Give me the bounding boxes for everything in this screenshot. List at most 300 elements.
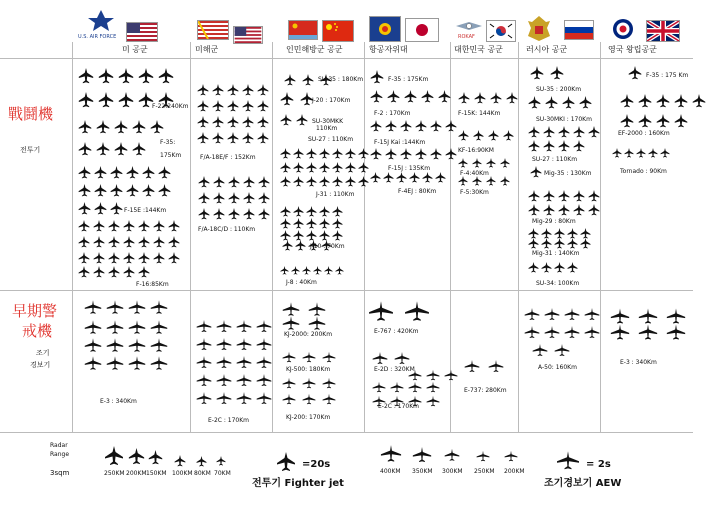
fighter-label: F-22:240Km xyxy=(152,103,189,110)
fighter-jet-icon xyxy=(458,130,469,141)
fighter-jet-icon xyxy=(243,176,255,188)
aew-aircraft-icon xyxy=(282,392,296,406)
fighter-jet-icon xyxy=(213,176,225,188)
aew-aircraft-icon xyxy=(584,324,600,340)
fighter-jet-icon xyxy=(168,220,180,232)
aew-aircraft-icon xyxy=(426,394,440,408)
fighter-jet-icon xyxy=(168,252,180,264)
column-divider xyxy=(72,42,73,432)
fighter-jet-icon xyxy=(293,176,304,187)
fighter-jet-icon xyxy=(435,172,446,183)
fighter-jet-icon xyxy=(400,120,412,132)
fighter-jet-icon xyxy=(138,68,154,84)
fighter-jet-icon xyxy=(198,208,210,220)
aew-aircraft-icon xyxy=(150,318,168,336)
fighter-jet-icon xyxy=(545,96,558,109)
aew-aircraft-icon xyxy=(556,450,580,470)
fighter-jet-icon xyxy=(158,166,171,179)
raf-roundel-icon xyxy=(612,18,634,40)
fighter-jet-icon xyxy=(280,176,291,187)
us-flag-icon xyxy=(126,22,158,42)
fighter-jet-icon xyxy=(108,220,120,232)
fighter-jet-icon xyxy=(528,190,540,202)
aew-label: E-3 : 340Km xyxy=(100,398,137,405)
fighter-jet-icon xyxy=(573,204,585,216)
fighter-jet-icon xyxy=(78,184,91,197)
fighter-jet-icon xyxy=(142,166,155,179)
fighter-jet-icon xyxy=(227,100,239,112)
fighter-label: SU-27 : 110Km xyxy=(308,136,354,143)
fighter-jet-icon xyxy=(110,184,123,197)
fighter-jet-icon xyxy=(228,192,240,204)
fighter-jet-icon xyxy=(110,202,123,215)
aew-aircraft-icon xyxy=(84,354,102,372)
legend-fighter-caption: 전투기 Fighter jet xyxy=(252,478,344,489)
fighter-label: Mig-35 : 130Km xyxy=(544,170,592,177)
aew-aircraft-icon xyxy=(308,314,326,332)
fighter-jet-icon xyxy=(123,266,135,278)
fighter-jet-icon xyxy=(313,266,322,275)
legend-aew-equals: = 2s xyxy=(586,459,611,470)
column-divider xyxy=(190,42,191,432)
fighter-jet-icon xyxy=(123,252,135,264)
column-divider xyxy=(600,42,601,432)
aew-aircraft-icon xyxy=(504,450,518,462)
fighter-jet-icon xyxy=(197,84,209,96)
aew-aircraft-icon xyxy=(216,318,232,334)
aew-label: KJ-500: 180Km xyxy=(286,366,331,373)
fighter-jet-icon xyxy=(612,148,622,158)
fighter-jet-icon xyxy=(93,220,105,232)
aew-aircraft-icon xyxy=(412,446,432,463)
aew-aircraft-icon xyxy=(216,354,232,370)
fighter-jet-icon xyxy=(78,142,92,156)
fighter-jet-icon xyxy=(332,218,343,229)
fighter-jet-icon xyxy=(430,120,442,132)
fighter-jet-icon xyxy=(319,176,330,187)
fighter-jet-icon xyxy=(638,94,652,108)
aew-aircraft-icon xyxy=(322,350,336,364)
fighter-label: F/A-18E/F : 152Km xyxy=(200,154,256,161)
radar-range-label xyxy=(50,441,69,478)
fighter-jet-icon xyxy=(114,142,128,156)
fighter-jet-icon xyxy=(132,142,146,156)
header-label: 러시아 공군 xyxy=(526,45,568,54)
fighter-jet-icon xyxy=(319,206,330,217)
fighter-jet-icon xyxy=(258,176,270,188)
fighter-jet-icon xyxy=(324,266,333,275)
fighter-jet-icon xyxy=(660,148,670,158)
fighter-jet-icon xyxy=(153,252,165,264)
fighter-jet-icon xyxy=(198,192,210,204)
fighter-label: J-31 : 110Km xyxy=(316,191,355,198)
fighter-label: J-20 : 170Km xyxy=(312,97,351,104)
aew-aircraft-icon xyxy=(488,358,504,374)
fighter-jet-icon xyxy=(473,130,484,141)
fighter-jet-icon xyxy=(132,120,146,134)
fighter-label: Tornado : 90Km xyxy=(620,168,667,175)
fighter-jet-icon xyxy=(242,84,254,96)
column-header-usmc xyxy=(193,4,273,58)
fighter-jet-icon xyxy=(94,166,107,179)
fighter-jet-icon xyxy=(216,456,226,466)
rokaf-emblem-icon xyxy=(456,20,482,34)
fighter-jet-icon xyxy=(126,184,139,197)
fighter-jet-icon xyxy=(554,238,565,249)
fighter-jet-icon xyxy=(78,252,90,264)
aew-aircraft-icon xyxy=(638,322,658,342)
header-divider xyxy=(0,58,693,59)
fighter-label: SU-35 : 180Km xyxy=(318,76,364,83)
column-header-cn xyxy=(284,4,364,58)
fighter-label: F-15E :144Km xyxy=(124,207,167,214)
aew-aircraft-icon xyxy=(322,376,336,390)
aew-aircraft-icon xyxy=(302,392,316,406)
aew-aircraft-icon xyxy=(196,336,212,352)
fighter-jet-icon xyxy=(198,176,210,188)
fighter-jet-icon xyxy=(528,262,539,273)
header-label: 인민해방군 공군 xyxy=(286,45,343,54)
fighter-jet-icon xyxy=(430,148,442,160)
fighter-label: J-10 : 70Km xyxy=(310,243,345,250)
china-flag-icon xyxy=(322,20,354,42)
fighter-jet-icon xyxy=(295,240,306,251)
fighter-jet-icon xyxy=(370,120,382,132)
fighter-jet-icon xyxy=(280,162,291,173)
fighter-jet-icon xyxy=(138,266,150,278)
fighter-jet-icon xyxy=(78,68,94,84)
fighter-jet-icon xyxy=(280,148,291,159)
aew-aircraft-icon xyxy=(196,318,212,334)
legend-range: 200KM xyxy=(126,470,147,477)
fighter-jet-icon xyxy=(500,158,510,168)
header-label: 항공자위대 xyxy=(369,45,408,54)
aew-aircraft-icon xyxy=(394,350,410,366)
fighter-jet-icon xyxy=(541,238,552,249)
aew-aircraft-icon xyxy=(128,318,146,336)
fighter-jet-icon xyxy=(293,206,304,217)
fighter-jet-icon xyxy=(474,92,486,104)
fighter-label: F-4EJ : 80Km xyxy=(398,188,437,195)
aew-aircraft-icon xyxy=(106,298,124,316)
legend-aew-caption: 조기경보기 AEW xyxy=(544,478,622,489)
radar-line-3: 3sqm xyxy=(50,469,70,477)
aew-aircraft-icon xyxy=(236,336,252,352)
fighter-jet-icon xyxy=(638,114,652,128)
fighter-jet-icon xyxy=(306,176,317,187)
column-divider xyxy=(518,42,519,432)
aew-aircraft-icon xyxy=(236,354,252,370)
fighter-jet-icon xyxy=(158,68,174,84)
fighter-jet-icon xyxy=(302,74,314,86)
aew-aircraft-icon xyxy=(282,350,296,364)
aew-aircraft-icon xyxy=(404,298,430,324)
fighter-jet-icon xyxy=(500,176,510,186)
column-header-uk xyxy=(604,4,694,58)
fighter-jet-icon xyxy=(78,266,90,278)
fighter-label: F-15K: 144Km xyxy=(458,110,501,117)
fighter-jet-icon xyxy=(148,450,163,465)
fighter-jet-icon xyxy=(158,184,171,197)
fighter-jet-icon xyxy=(302,266,311,275)
aew-aircraft-icon xyxy=(150,336,168,354)
aew-aircraft-icon xyxy=(476,450,490,462)
aew-aircraft-icon xyxy=(216,390,232,406)
fighter-label: Mig-29 : 80Km xyxy=(532,218,576,225)
aew-aircraft-icon xyxy=(610,322,630,342)
fighter-jet-icon xyxy=(528,96,541,109)
fighter-jet-icon xyxy=(345,176,356,187)
fighter-jet-icon xyxy=(280,218,291,229)
fighter-jet-icon xyxy=(242,132,254,144)
aew-aircraft-icon xyxy=(128,298,146,316)
fighter-jet-icon xyxy=(138,236,150,248)
column-header-ru xyxy=(520,4,600,58)
fighter-label: 175Km xyxy=(160,152,182,159)
fighter-jet-icon xyxy=(123,236,135,248)
russia-flag-icon xyxy=(564,20,594,40)
fighter-jet-icon xyxy=(332,206,343,217)
fighter-jet-icon xyxy=(93,266,105,278)
fighter-jet-icon xyxy=(284,74,296,86)
fighter-section-title: 戰鬪機 xyxy=(8,105,54,123)
aew-aircraft-icon xyxy=(216,336,232,352)
fighter-jet-icon xyxy=(573,126,585,138)
fighter-jet-icon xyxy=(196,456,207,467)
fighter-label: EF-2000 : 160Km xyxy=(618,130,670,137)
aew-aircraft-icon xyxy=(256,372,272,388)
fighter-jet-icon xyxy=(108,266,120,278)
fighter-jet-icon xyxy=(319,148,330,159)
fighter-jet-icon xyxy=(573,140,585,152)
fighter-jet-icon xyxy=(242,100,254,112)
header-label: 미해군 xyxy=(195,45,219,54)
fighter-jet-icon xyxy=(421,90,434,103)
legend-range: 100KM xyxy=(172,470,193,477)
fighter-jet-icon xyxy=(528,238,539,249)
aew-aircraft-icon xyxy=(524,306,540,322)
fighter-jet-icon xyxy=(319,218,330,229)
us-flag-icon xyxy=(233,26,263,44)
aew-aircraft-icon xyxy=(524,324,540,340)
fighter-jet-icon xyxy=(212,84,224,96)
fighter-jet-icon xyxy=(528,140,540,152)
fighter-label: SU-34: 100Km xyxy=(536,280,580,287)
fighter-jet-icon xyxy=(212,116,224,128)
fighter-label: F-4:40Km xyxy=(460,170,489,177)
column-divider xyxy=(364,42,365,432)
aew-aircraft-icon xyxy=(564,324,580,340)
fighter-label: F-5:30Km xyxy=(460,189,489,196)
fighter-jet-icon xyxy=(490,92,502,104)
fighter-jet-icon xyxy=(96,142,110,156)
legend-range: 250KM xyxy=(104,470,125,477)
fighter-jet-icon xyxy=(573,190,585,202)
aew-section-korean-2: 경보기 xyxy=(30,361,51,369)
fighter-jet-icon xyxy=(528,204,540,216)
fighter-jet-icon xyxy=(445,120,457,132)
fighter-jet-icon xyxy=(558,204,570,216)
fighter-jet-icon xyxy=(243,192,255,204)
fighter-label: F-35 : 175 Km xyxy=(646,72,689,79)
fighter-jet-icon xyxy=(580,238,591,249)
aew-aircraft-icon xyxy=(236,372,252,388)
fighter-jet-icon xyxy=(445,148,457,160)
aew-aircraft-icon xyxy=(128,336,146,354)
fighter-jet-icon xyxy=(656,94,670,108)
fighter-jet-icon xyxy=(438,90,451,103)
fighter-jet-icon xyxy=(306,206,317,217)
fighter-label: KF-16:90KM xyxy=(458,147,494,154)
fighter-label: F/A-18C/D : 110Km xyxy=(198,226,256,233)
fighter-jet-icon xyxy=(636,148,646,158)
aew-aircraft-icon xyxy=(282,314,300,332)
fighter-jet-icon xyxy=(692,94,706,108)
fighter-jet-icon xyxy=(168,236,180,248)
aew-aircraft-icon xyxy=(426,380,440,394)
fighter-jet-icon xyxy=(93,236,105,248)
fighter-jet-icon xyxy=(118,68,134,84)
fighter-jet-icon xyxy=(415,148,427,160)
fighter-jet-icon xyxy=(409,172,420,183)
usaf-emblem-text: U.S. AIR FORCE xyxy=(78,34,117,40)
aew-aircraft-icon xyxy=(322,392,336,406)
aew-aircraft-icon xyxy=(554,342,570,358)
legend-range: 150KM xyxy=(146,470,167,477)
plaaf-flag-icon xyxy=(288,20,318,40)
aew-aircraft-icon xyxy=(196,390,212,406)
fighter-jet-icon xyxy=(257,132,269,144)
aew-aircraft-icon xyxy=(106,354,124,372)
fighter-jet-icon xyxy=(656,114,670,128)
fighter-jet-icon xyxy=(98,92,114,108)
fighter-jet-icon xyxy=(620,94,634,108)
fighter-jet-icon xyxy=(296,114,308,126)
fighter-jet-icon xyxy=(110,166,123,179)
aew-aircraft-icon xyxy=(150,354,168,372)
fighter-jet-icon xyxy=(291,266,300,275)
fighter-jet-icon xyxy=(228,176,240,188)
japan-flag-icon xyxy=(405,18,439,42)
fighter-jet-icon xyxy=(153,220,165,232)
fighter-jet-icon xyxy=(108,236,120,248)
fighter-jet-icon xyxy=(276,452,296,472)
fighter-jet-icon xyxy=(293,148,304,159)
fighter-jet-icon xyxy=(332,230,343,241)
fighter-jet-icon xyxy=(472,176,482,186)
fighter-jet-icon xyxy=(385,148,397,160)
fighter-jet-icon xyxy=(227,116,239,128)
fighter-jet-icon xyxy=(293,162,304,173)
fighter-jet-icon xyxy=(588,190,600,202)
fighter-jet-icon xyxy=(213,192,225,204)
aew-section-title-1: 早期警 xyxy=(12,302,58,320)
fighter-jet-icon xyxy=(628,66,642,80)
aew-aircraft-icon xyxy=(236,318,252,334)
fighter-jet-icon xyxy=(472,158,482,168)
fighter-jet-icon xyxy=(345,148,356,159)
aew-aircraft-icon xyxy=(444,448,460,462)
fighter-jet-icon xyxy=(257,84,269,96)
aew-aircraft-icon xyxy=(464,358,480,374)
fighter-jet-icon xyxy=(197,132,209,144)
russian-af-emblem-icon xyxy=(526,14,552,42)
fighter-jet-icon xyxy=(228,208,240,220)
fighter-jet-icon xyxy=(558,140,570,152)
fighter-jet-icon xyxy=(280,114,292,126)
fighter-jet-icon xyxy=(94,184,107,197)
aew-aircraft-icon xyxy=(372,380,386,394)
aew-aircraft-icon xyxy=(302,376,316,390)
fighter-jet-icon xyxy=(458,158,468,168)
aew-label: E-2C : 170Km xyxy=(208,417,250,424)
fighter-jet-icon xyxy=(227,132,239,144)
fighter-jet-icon xyxy=(153,236,165,248)
aew-aircraft-icon xyxy=(236,390,252,406)
radar-line-2: Range xyxy=(50,451,70,458)
fighter-jet-icon xyxy=(624,148,634,158)
fighter-label: SU-30MKK xyxy=(312,118,344,125)
legend-range: 400KM xyxy=(380,468,401,475)
aew-aircraft-icon xyxy=(380,444,402,463)
fighter-jet-icon xyxy=(332,162,343,173)
fighter-jet-icon xyxy=(567,262,578,273)
fighter-jet-icon xyxy=(358,148,369,159)
fighter-label: J-8 : 40Km xyxy=(286,279,317,286)
fighter-jet-icon xyxy=(458,176,468,186)
fighter-jet-icon xyxy=(543,190,555,202)
fighter-jet-icon xyxy=(588,204,600,216)
aew-aircraft-icon xyxy=(106,318,124,336)
legend-range: 250KM xyxy=(474,468,495,475)
fighter-jet-icon xyxy=(212,100,224,112)
header-label: 미 공군 xyxy=(122,45,148,54)
fighter-jet-icon xyxy=(588,126,600,138)
fighter-jet-icon xyxy=(620,114,634,128)
radar-line-1: Radar xyxy=(50,442,68,449)
legend-range: 70KM xyxy=(214,470,231,477)
fighter-jet-icon xyxy=(293,218,304,229)
legend-fighter-equals: =20s xyxy=(302,459,331,470)
aew-aircraft-icon xyxy=(256,318,272,334)
fighter-jet-icon xyxy=(530,66,544,80)
fighter-jet-icon xyxy=(78,220,90,232)
fighter-label: F-35 : 175Km xyxy=(388,76,429,83)
fighter-jet-icon xyxy=(197,116,209,128)
fighter-label: 110Km xyxy=(316,125,338,132)
aew-aircraft-icon xyxy=(408,380,422,394)
aew-aircraft-icon xyxy=(302,350,316,364)
fighter-jet-icon xyxy=(567,238,578,249)
header-label: 대한민국 공군 xyxy=(454,45,503,54)
fighter-label: Mig-31 : 140Km xyxy=(532,250,580,257)
legend-range: 300KM xyxy=(442,468,463,475)
rokaf-emblem-text: ROKAF xyxy=(458,34,475,40)
aew-aircraft-icon xyxy=(84,298,102,316)
fighter-jet-icon xyxy=(674,94,688,108)
fighter-label: F-15J Kai :144Km xyxy=(374,139,426,146)
fighter-jet-icon xyxy=(541,262,552,273)
fighter-jet-icon xyxy=(213,208,225,220)
fighter-jet-icon xyxy=(385,120,397,132)
fighter-jet-icon xyxy=(422,172,433,183)
aew-aircraft-icon xyxy=(196,354,212,370)
aew-aircraft-icon xyxy=(196,372,212,388)
legend-range: 200KM xyxy=(504,468,525,475)
fighter-jet-icon xyxy=(104,446,124,466)
fighter-jet-icon xyxy=(123,220,135,232)
fighter-jet-icon xyxy=(335,266,344,275)
